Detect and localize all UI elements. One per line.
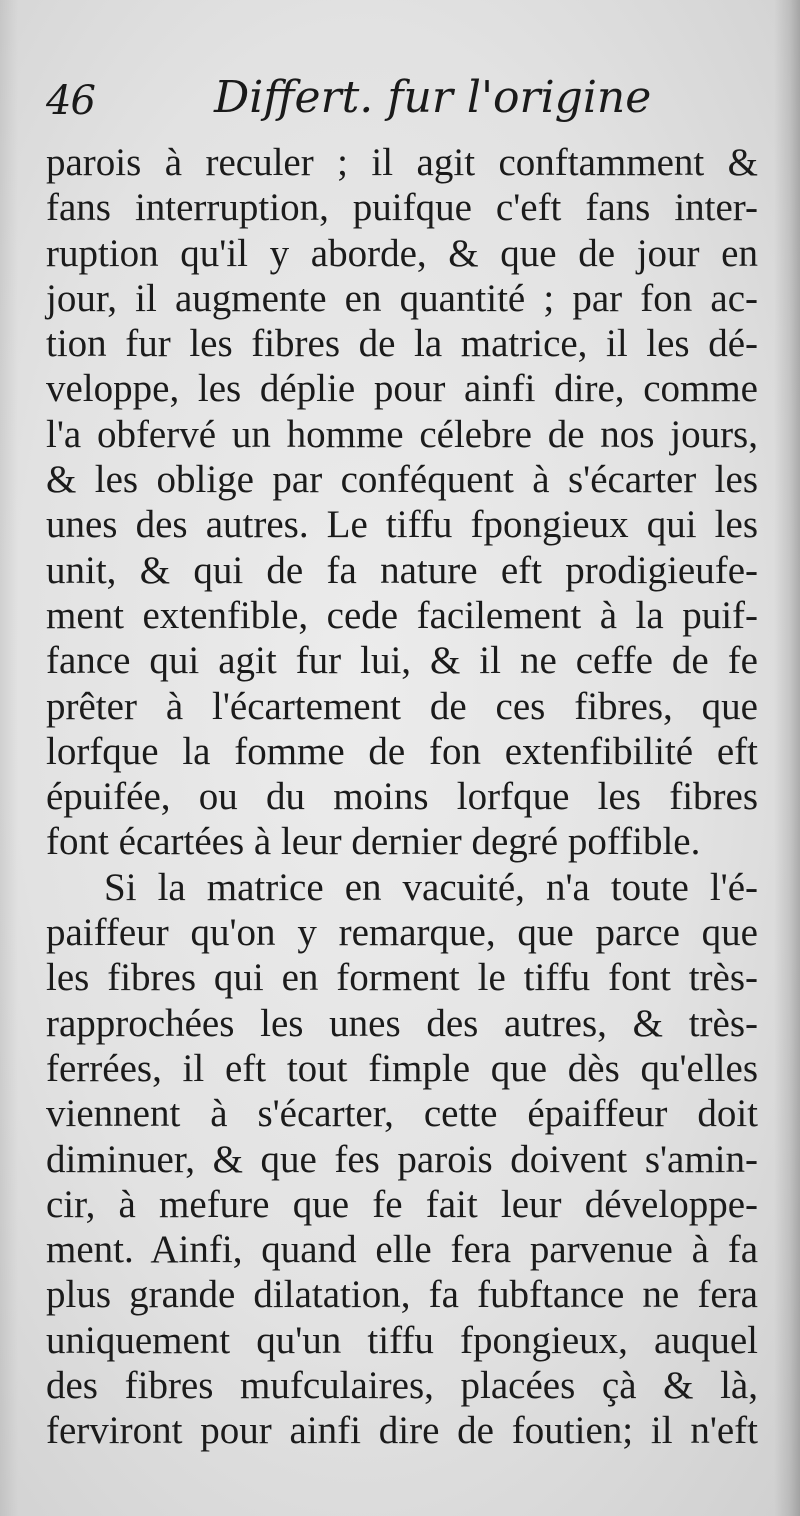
text-line: paiffeur qu'on y remarque, que parce que: [46, 911, 758, 955]
page-header: [46, 72, 746, 132]
text-line: rapprochées les unes des autres, & très-: [46, 1001, 758, 1045]
text-line: viennent à s'écarter, cette épaiffeur doit: [46, 1092, 758, 1136]
text-line: tion fur les fibres de la matrice, il les dé-: [46, 322, 758, 366]
text-line: & les oblige par conféquent à s'écarter les: [46, 458, 758, 502]
body-text: [46, 140, 758, 1454]
text-line-paragraph-start: Si la matrice en vacuité, n'a toute l'é-: [104, 865, 758, 909]
text-line: ferviront pour ainfi dire de foutien; il n'eft: [46, 1409, 758, 1453]
text-line: des fibres mufculaires, placées çà & là,: [46, 1364, 758, 1408]
text-line: fance qui agit fur lui, & il ne ceffe de fe: [46, 639, 758, 683]
text-line: uniquement qu'un tiffu fpongieux, auquel: [46, 1318, 758, 1362]
text-line: les fibres qui en forment le tiffu font très-: [46, 956, 758, 1000]
text-line: ment extenfible, cede facilement à la puif-: [46, 593, 758, 637]
running-title: Differt. fur l'origine: [214, 72, 652, 123]
text-line: épuifée, ou du moins lorfque les fibres: [46, 775, 758, 819]
text-line: cir, à mefure que fe fait leur développe-: [46, 1182, 758, 1226]
text-line: jour, il augmente en quantité ; par fon ac-: [46, 276, 758, 320]
text-line: fans interruption, puifque c'eft fans inter-: [46, 186, 758, 230]
text-line: ment. Ainfi, quand elle fera parvenue à fa: [46, 1228, 758, 1272]
text-line: diminuer, & que fes parois doivent s'amin-: [46, 1137, 758, 1181]
text-line: veloppe, les déplie pour ainfi dire, comme: [46, 367, 758, 411]
text-line: unes des autres. Le tiffu fpongieux qui les: [46, 503, 758, 547]
text-line: ruption qu'il y aborde, & que de jour en: [46, 231, 758, 275]
page-left-shadow: [0, 0, 18, 1516]
page-number: 46: [46, 78, 95, 124]
text-line: plus grande dilatation, fa fubftance ne fera: [46, 1273, 758, 1317]
text-line: parois à reculer ; il agit conftamment &: [46, 141, 758, 184]
text-line: ferrées, il eft tout fimple que dès qu'elles: [46, 1046, 758, 1090]
text-line: l'a obfervé un homme célebre de nos jours,: [46, 412, 758, 456]
text-line: prêter à l'écartement de ces fibres, que: [46, 684, 758, 728]
text-line: unit, & qui de fa nature eft prodigieufe-: [46, 548, 758, 592]
page-right-shadow: [774, 0, 800, 1516]
text-line-paragraph-end: font écartées à leur dernier degré poffible.: [46, 820, 701, 864]
text-line: lorfque la fomme de fon extenfibilité eft: [46, 729, 758, 773]
